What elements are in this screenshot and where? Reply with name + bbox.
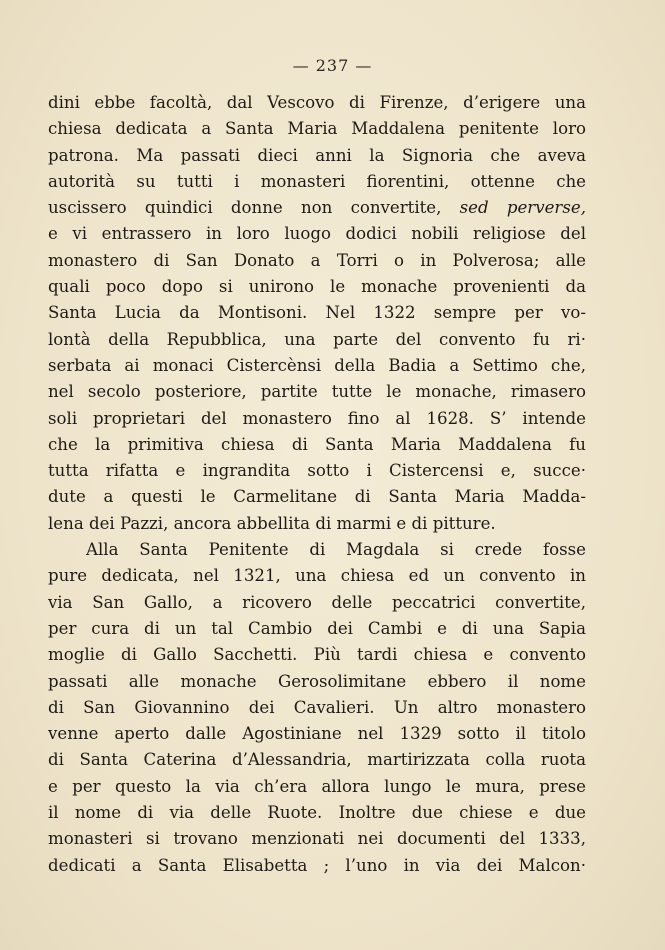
text-line: Santa Lucia da Montisoni. Nel 1322 sempre per vo- xyxy=(48,303,586,323)
text-line: dute a questi le Carmelitane di Santa Maria Madda- xyxy=(48,487,586,507)
text-line: patrona. Ma passati dieci anni la Signoria che aveva xyxy=(48,145,586,165)
text-line: chiesa dedicata a Santa Maria Maddalena penitente loro xyxy=(48,119,586,139)
text-line: di Santa Caterina d’Alessandria, martirizzata colla ruota xyxy=(48,750,586,770)
text-segment: uscissero quindici donne non convertite, xyxy=(48,198,442,218)
text-line: nel secolo posteriore, partite tutte le monache, rimasero xyxy=(48,382,586,402)
text-line: quali poco dopo si unirono le monache provenienti da xyxy=(48,277,586,297)
text-line: soli proprietari del monastero fino al 1628. S’ intende xyxy=(48,408,586,428)
text-line: venne aperto dalle Agostiniane nel 1329 sotto il titolo xyxy=(48,724,586,744)
text-line: via San Gallo, a ricovero delle peccatrici convertite, xyxy=(48,592,586,612)
page-number: — 237 — xyxy=(292,56,373,75)
text-line: e vi entrassero in loro luogo dodici nobili religiose del xyxy=(48,224,586,244)
text-line: serbata ai monaci Cistercènsi della Badia a Settimo che, xyxy=(48,355,586,375)
text-line: lena dei Pazzi, ancora abbellita di marmi e di pitture. xyxy=(48,513,496,533)
text-line: lontà della Repubblica, una parte del convento fu ri· xyxy=(48,329,586,349)
text-line: tutta rifatta e ingrandita sotto i Cistercensi e, succe· xyxy=(48,461,586,481)
text-line: dini ebbe facoltà, dal Vescovo di Firenze, d’erigere una xyxy=(48,93,586,112)
paragraph-start-line: Alla Santa Penitente di Magdala si crede fosse xyxy=(86,540,586,560)
text-line: e per questo la via ch’era allora lungo le mura, prese xyxy=(48,776,586,796)
text-line: moglie di Gallo Sacchetti. Più tardi chiesa e convento xyxy=(48,645,586,665)
italic-phrase: sed perverse, xyxy=(459,198,586,218)
text-line: che la primitiva chiesa di Santa Maria Maddalena fu xyxy=(48,434,586,454)
text-line: monastero di San Donato a Torri o in Polverosa; alle xyxy=(48,250,586,270)
body-text xyxy=(48,90,586,879)
text-line: per cura di un tal Cambio dei Cambi e di una Sapia xyxy=(48,618,586,638)
text-line: il nome di via delle Ruote. Inoltre due chiese e due xyxy=(48,803,586,823)
text-line: di San Giovannino dei Cavalieri. Un altro monastero xyxy=(48,697,586,717)
text-line-with-italic xyxy=(48,195,586,221)
text-line: dedicati a Santa Elisabetta ; l’uno in via dei Malcon· xyxy=(48,855,586,875)
text-line: autorità su tutti i monasteri fiorentini, ottenne che xyxy=(48,171,586,191)
text-line: passati alle monache Gerosolimitane ebbero il nome xyxy=(48,671,586,691)
text-line: monasteri si trovano menzionati nei documenti del 1333, xyxy=(48,829,586,849)
text-line: pure dedicata, nel 1321, una chiesa ed un convento in xyxy=(48,566,586,586)
